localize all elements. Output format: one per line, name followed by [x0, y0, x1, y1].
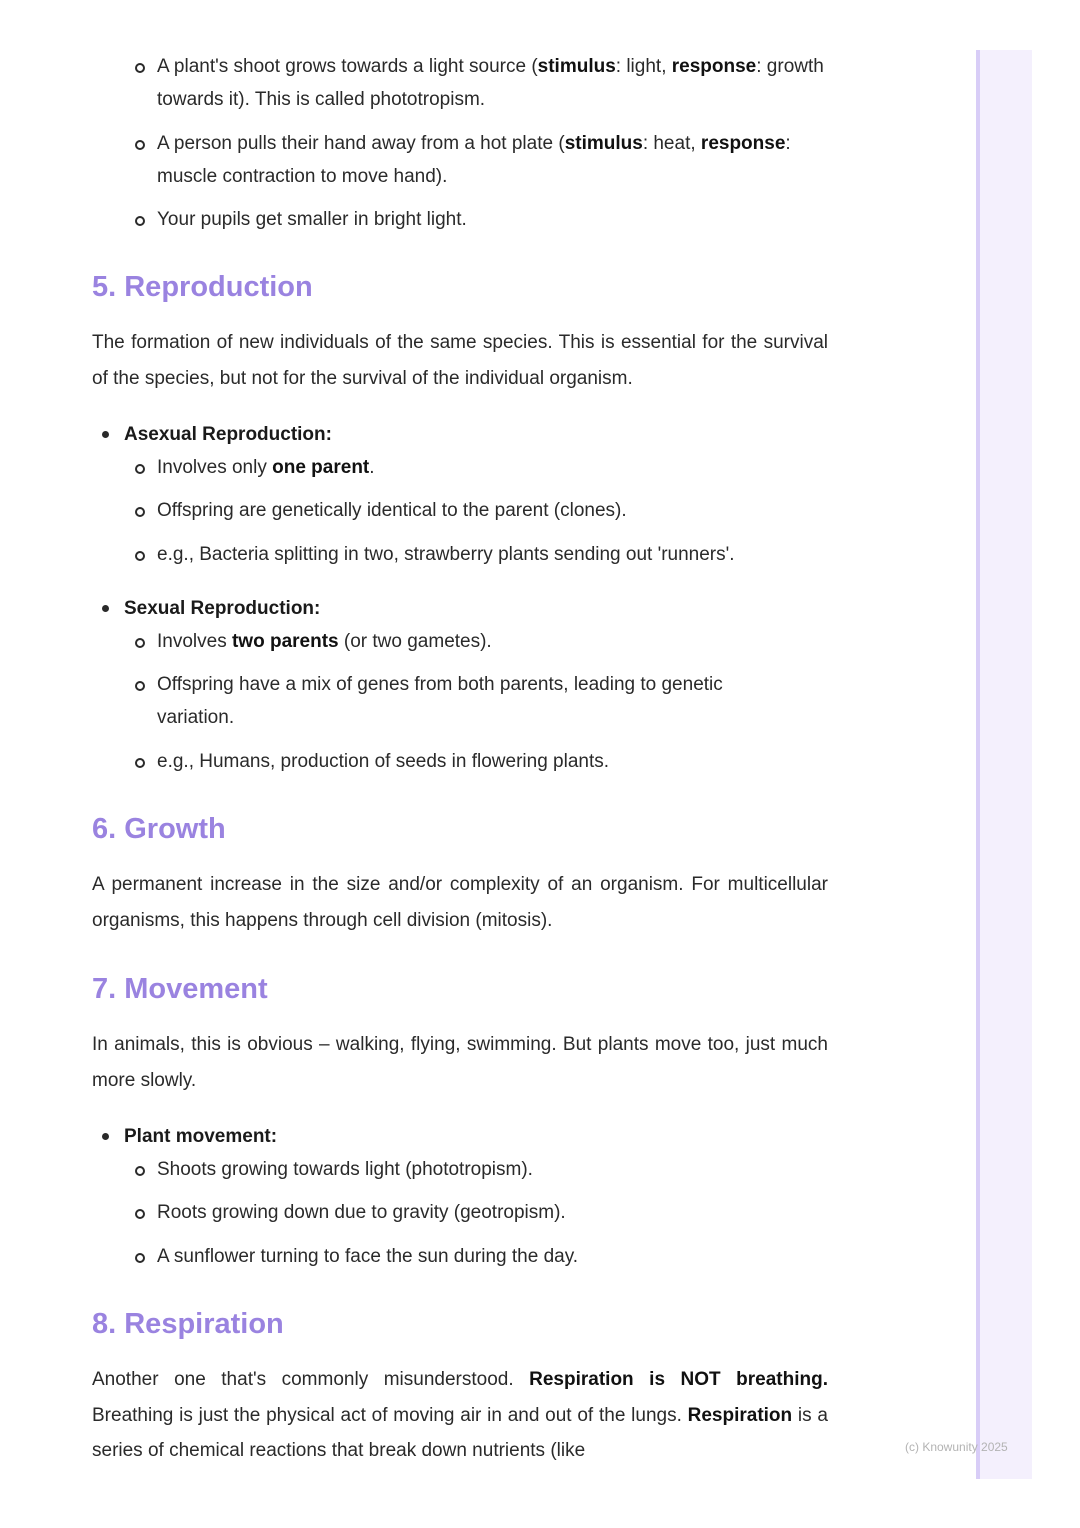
bullet-sexual-reproduction: Sexual Reproduction: — [124, 592, 320, 625]
respiration-paragraph: Another one that's commonly misunderstood. Respiration is NOT breathing. Breathing is just the physical act of moving air in and out of the lungs. Respiration is a series of chemical reactions that break down nutrients (like — [92, 1369, 828, 1461]
list-item-genetic-variation: Offspring have a mix of genes from both parents, leading to genetic variation. — [157, 668, 787, 734]
section-heading-respiration: 8. Respiration — [92, 1308, 284, 1340]
section-heading-growth: 6. Growth — [92, 813, 226, 845]
section-heading-movement: 7. Movement — [92, 973, 268, 1005]
page-sidebar — [976, 50, 1032, 1479]
list-item-phototropism: A plant's shoot grows towards a light source (stimulus: light, response: growth towards it). This is called phototropism. — [157, 50, 829, 116]
reproduction-paragraph: The formation of new individuals of the same species. This is essential for the survival of the species, but not for the survival of the individual organism. — [92, 332, 828, 389]
bullet-plant-movement: Plant movement: — [124, 1120, 277, 1153]
list-item-asexual-examples: e.g., Bacteria splitting in two, strawberry plants sending out 'runners'. — [157, 538, 829, 571]
bullet-asexual-reproduction: Asexual Reproduction: — [124, 418, 332, 451]
list-item-pupils: Your pupils get smaller in bright light. — [157, 203, 829, 236]
list-item-hot-plate: A person pulls their hand away from a hot plate (stimulus: heat, response: muscle contraction to move hand). — [157, 127, 829, 193]
growth-paragraph: A permanent increase in the size and/or complexity of an organism. For multicellular organisms, this happens through cell division (mitosis). — [92, 874, 828, 931]
section-heading-reproduction: 5. Reproduction — [92, 271, 313, 303]
copyright-notice: (c) Knowunity 2025 — [905, 1440, 1008, 1454]
list-item-geotropism: Roots growing down due to gravity (geotropism). — [157, 1196, 829, 1229]
list-item-sexual-examples: e.g., Humans, production of seeds in flowering plants. — [157, 745, 829, 778]
list-item-phototropism-shoots: Shoots growing towards light (phototropism). — [157, 1153, 829, 1186]
movement-paragraph: In animals, this is obvious – walking, flying, swimming. But plants move too, just much more slowly. — [92, 1034, 828, 1091]
list-item-one-parent: Involves only one parent. — [157, 451, 829, 484]
list-item-two-parents: Involves two parents (or two gametes). — [157, 625, 829, 658]
list-item-sunflower: A sunflower turning to face the sun during the day. — [157, 1240, 829, 1273]
list-item-clones: Offspring are genetically identical to the parent (clones). — [157, 494, 829, 527]
